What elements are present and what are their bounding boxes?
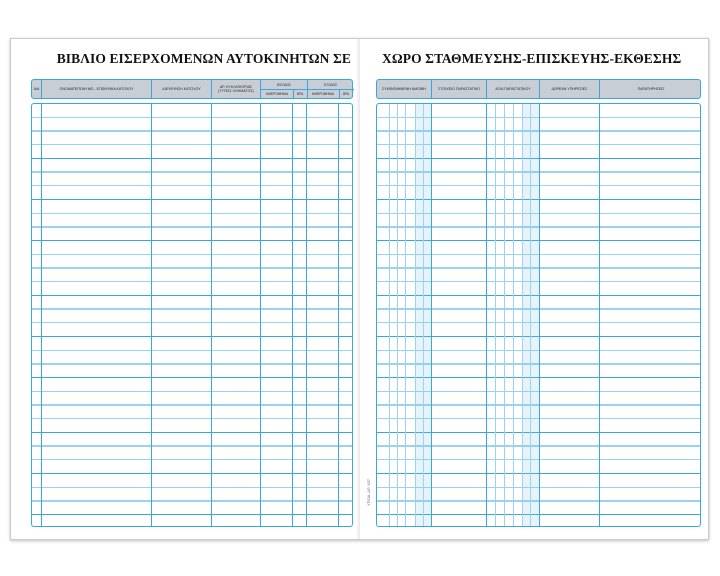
exit-time-label: ΩΡΑ [342,91,350,96]
right-ledger-grid [376,103,701,527]
col-header-aa [32,80,42,98]
exit-date-label: ΗΜΕΡΟΜΗΝΙΑ [312,91,334,96]
col-header-fee [377,80,432,98]
col-header-entry [261,80,308,98]
col-header-notes-label: ΠΑΡΑΤΗΡΗΣΕΙΣ [637,86,665,91]
col-header-free-label: ΔΩΡΕΑΝ ΥΠΗΡΕΣΙΕΣ [551,86,588,91]
col-header-address [152,80,212,98]
col-header-exit [307,80,354,98]
right-header-row [376,79,701,99]
col-header-exit-label: ΕΞΟΔΟΣ [307,80,354,90]
left-page [11,39,360,539]
col-header-free [540,80,600,98]
col-header-address-label: ΔΙΕΥΘΥΝΣΗ ΚΑΤΟΧΟΥ [162,86,201,91]
left-header-row [31,79,353,99]
col-header-aa-label: Α/Α [33,86,40,91]
col-header-notes [600,80,702,98]
col-header-entry-label: ΕΙΣΟΔΟΣ [261,80,307,90]
margin-print-code: ΥΠΟΔ. ΔΡ. 437 [366,479,371,506]
col-header-plates [212,80,261,98]
col-header-plates-label: ΑΡ. ΚΥΚΛΟΦΟΡΙΑΣ (ΤΥΠΟΣ ΟΧΗΜΑΤΟΣ) [218,84,254,93]
entry-time-label: ΩΡΑ [296,91,304,96]
left-page-title: ΒΙΒΛΙΟ ΕΙΣΕΡΧΟΜΕΝΩΝ ΑΥΤΟΚΙΝΗΤΩΝ ΣΕ [56,51,351,66]
right-page-title: ΧΩΡΟ ΣΤΑΘΜΕΥΣΗΣ-ΕΠΙΣΚΕΥΗΣ-ΕΚΘΕΣΗΣ [382,51,682,66]
col-header-fee-label: ΣΥΜΦΩΝΗΜΕΝΗ ΑΜΟΙΒΗ [382,86,426,91]
col-header-owner [42,80,152,98]
entry-date-label: ΗΜΕΡΟΜΗΝΙΑ [266,91,288,96]
col-header-receipt [432,80,487,98]
col-header-value-label: ΑΞΙΑ ΠΑΡΑΣΤΑΤΙΚΟΥ [495,86,531,91]
right-page [360,39,708,539]
open-ledger-book [10,38,709,540]
col-header-receipt-label: ΣΤΟΙΧΕΙΟ ΠΑΡΑΣΤΑΤΙΚΟ [438,86,480,91]
left-ledger-grid [31,103,353,527]
col-header-value [487,80,540,98]
col-header-owner-label: ΟΝΟΜΑΤΕΠΩΝΥΜΟ - ΕΠΩΝΥΜΙΑ ΚΑΤΟΧΟΥ [59,86,134,91]
